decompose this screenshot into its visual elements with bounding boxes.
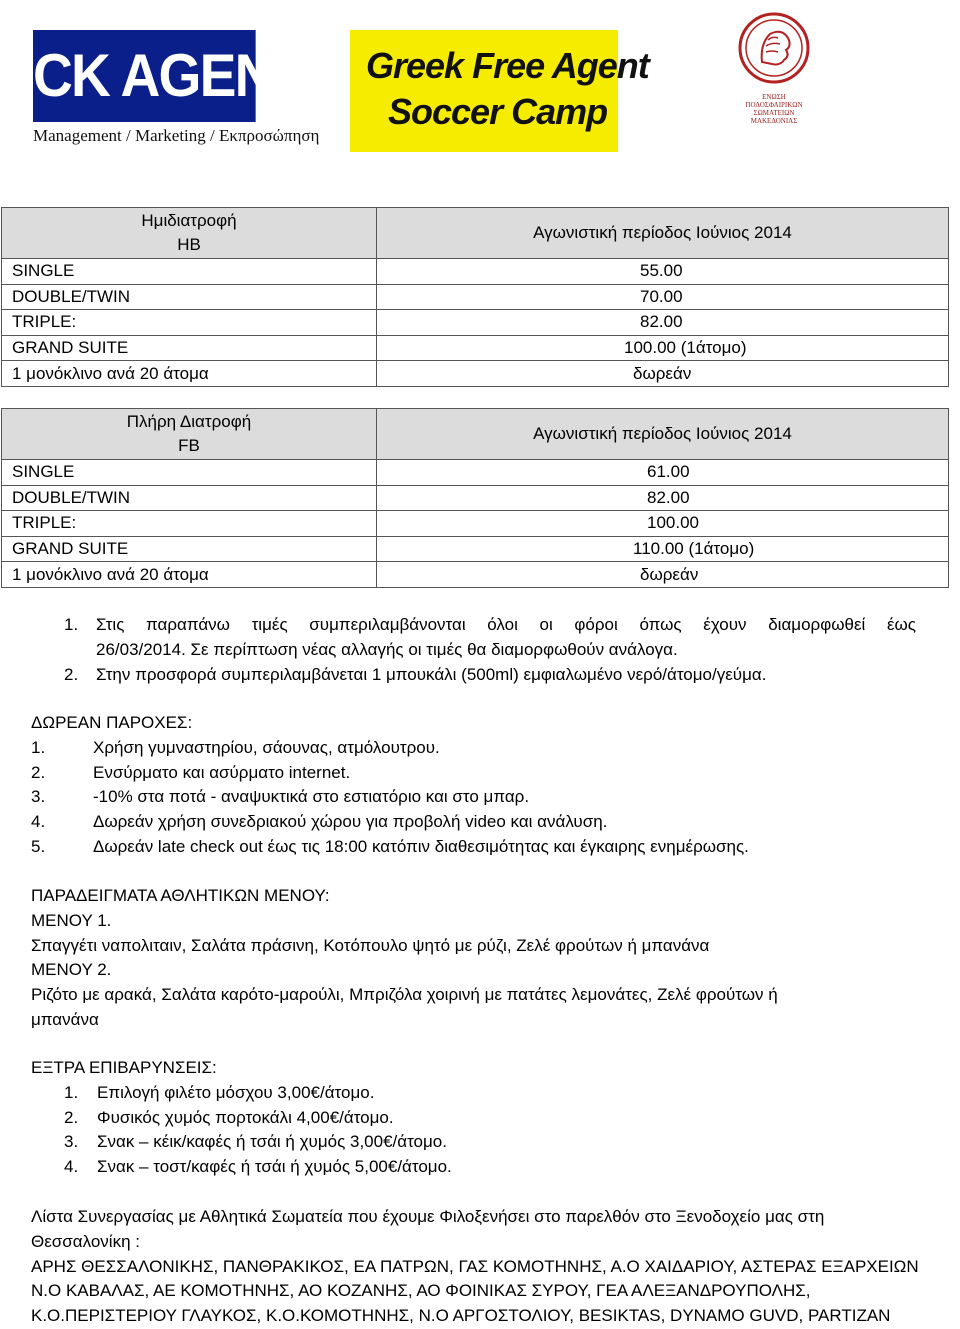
list-text: Δωρεάν χρήση συνεδριακού χώρου για προβολή video και ανάλυση. bbox=[93, 812, 608, 832]
clubs-text-line: Λίστα Συνεργασίας με Αθλητικά Σωματεία που έχουμε Φιλοξενήσει στο παρελθόν στο Ξενοδοχείο μας στη bbox=[31, 1207, 825, 1226]
room-type-cell: DOUBLE/TWIN bbox=[2, 485, 377, 511]
soccer-camp-logo-line1: Greek Free Agent bbox=[366, 45, 649, 86]
half-board-rates-table bbox=[1, 207, 949, 387]
price-cell bbox=[377, 284, 949, 310]
list-item bbox=[31, 810, 931, 835]
table-row bbox=[2, 511, 949, 537]
extra-charges-section bbox=[31, 1056, 931, 1180]
board-type-label: Πλήρη Διατροφή bbox=[126, 412, 252, 431]
list-number: 2. bbox=[64, 1107, 79, 1127]
menu-1-title: ΜΕΝΟΥ 1. bbox=[31, 910, 112, 930]
section-title: ΔΩΡΕΑΝ ΠΑΡΟΧΕΣ: bbox=[31, 713, 193, 732]
price-cell bbox=[377, 259, 949, 285]
price-notes bbox=[64, 613, 916, 687]
list-text: Ενσύρματο και ασύρματο internet. bbox=[93, 762, 351, 782]
list-text: Δωρεάν late check out έως τις 18:00 κατόπιν διαθεσιμότητας και έγκαιρης ενημέρωσης. bbox=[93, 836, 749, 856]
price-cell bbox=[377, 460, 949, 486]
list-item bbox=[31, 1155, 931, 1180]
price-value: 70.00 bbox=[640, 286, 683, 306]
note-number: 2. bbox=[64, 664, 79, 684]
table-row bbox=[2, 485, 949, 511]
board-type-code: HB bbox=[177, 235, 201, 254]
table-header-season: Αγωνιστική περίοδος Ιούνιος 2014 bbox=[377, 208, 949, 259]
federation-emblem bbox=[736, 10, 812, 125]
clubs-text-line: ΑΡΗΣ ΘΕΣΣΑΛΟΝΙΚΗΣ, ΠΑΝΘΡΑΚΙΚΟΣ, ΕΑ ΠΑΤΡΩΝ, ΓΑΣ ΚΟΜΟΤΗΝΗΣ, Α.Ο ΧΑΙΔΑΡΙΟΥ, ΑΣΤΕΡΑΣ ΕΞΑΡΧΕΙΩΝ bbox=[31, 1256, 919, 1276]
soccer-camp-logo bbox=[350, 30, 649, 152]
list-item bbox=[31, 1130, 931, 1155]
menu-2-title: ΜΕΝΟΥ 2. bbox=[31, 960, 112, 980]
room-type-cell: SINGLE bbox=[2, 460, 377, 486]
list-text: Χρήση γυμναστηρίου, σάουνας, ατμόλουτρου. bbox=[93, 737, 440, 757]
section-title: ΠΑΡΑΔΕΙΓΜΑΤΑ ΑΘΛΗΤΙΚΩΝ ΜΕΝΟΥ: bbox=[31, 886, 330, 905]
price-value: 110.00 (1άτομο) bbox=[633, 539, 755, 559]
list-number: 4. bbox=[64, 1157, 79, 1177]
board-type-label: Ημιδιατροφή bbox=[141, 211, 237, 230]
price-value: 82.00 bbox=[647, 487, 690, 507]
price-cell bbox=[377, 335, 949, 361]
board-type-code: FB bbox=[178, 436, 200, 455]
room-type-cell: GRAND SUITE bbox=[2, 335, 377, 361]
soccer-camp-logo-line2: Soccer Camp bbox=[388, 91, 608, 132]
federation-emblem-line: ΜΑΚΕΔΟΝΙΑΣ bbox=[750, 117, 798, 125]
full-board-rates-table bbox=[1, 408, 949, 588]
table-row bbox=[2, 259, 949, 285]
table-row bbox=[2, 361, 949, 387]
price-cell bbox=[377, 511, 949, 537]
list-item bbox=[31, 736, 931, 761]
room-type-cell: GRAND SUITE bbox=[2, 536, 377, 562]
list-text: Φυσικός χυμός πορτοκάλι 4,00€/άτομο. bbox=[97, 1107, 394, 1127]
price-cell bbox=[377, 361, 949, 387]
room-type-cell: TRIPLE: bbox=[2, 511, 377, 537]
price-cell bbox=[377, 536, 949, 562]
table-row bbox=[2, 335, 949, 361]
note-item bbox=[64, 613, 916, 663]
room-type-cell: 1 μονόκλινο ανά 20 άτομα bbox=[2, 562, 377, 588]
price-value: 100.00 bbox=[647, 513, 699, 533]
price-cell bbox=[377, 485, 949, 511]
table-header-row bbox=[2, 208, 949, 259]
list-item bbox=[31, 761, 931, 786]
federation-emblem-icon bbox=[736, 10, 812, 86]
room-type-cell: 1 μονόκλινο ανά 20 άτομα bbox=[2, 361, 377, 387]
ck-agency-logo-title: CK AGENCY bbox=[33, 30, 256, 122]
table-row bbox=[2, 310, 949, 336]
table-header-board-type bbox=[2, 208, 377, 259]
price-cell bbox=[377, 562, 949, 588]
table-row bbox=[2, 536, 949, 562]
list-text: Σνακ – κέικ/καφές ή τσάι ή χυμός 3,00€/άτομο. bbox=[97, 1132, 447, 1152]
room-type-cell: TRIPLE: bbox=[2, 310, 377, 336]
price-value: δωρεάν bbox=[633, 363, 692, 383]
clubs-text-line: Θεσσαλονίκη : bbox=[31, 1231, 140, 1251]
price-value: 82.00 bbox=[640, 312, 683, 332]
note-item bbox=[64, 663, 916, 688]
note-text-line: Στις παραπάνω τιμές συμπεριλαμβάνονται όλοι οι φόροι όπως έχουν διαμορφωθεί έως bbox=[96, 615, 916, 634]
federation-emblem-line: ΣΩΜΑΤΕΙΩΝ bbox=[753, 109, 795, 117]
table-row bbox=[2, 284, 949, 310]
list-number: 4. bbox=[31, 812, 46, 832]
list-text: -10% στα ποτά - αναψυκτικά στο εστιατόριο και στο μπαρ. bbox=[93, 787, 530, 807]
menu-2-text-line: μπανάνα bbox=[31, 1009, 99, 1029]
menu-2-text-line: Ριζότο με αρακά, Σαλάτα καρότο-μαρούλι, Μπριζόλα χοιρινή με πατάτες λεμονάτες, Ζελέ φρούτων ή bbox=[31, 985, 778, 1005]
list-item bbox=[31, 1081, 931, 1106]
table-header-board-type bbox=[2, 409, 377, 460]
federation-emblem-line: ΕΝΩΣΗ bbox=[762, 93, 786, 101]
table-header-row bbox=[2, 409, 949, 460]
sample-menus-section bbox=[31, 884, 931, 1033]
price-value: 55.00 bbox=[640, 261, 683, 281]
list-text: Σνακ – τοστ/καφές ή τσάι ή χυμός 5,00€/άτομο. bbox=[97, 1157, 452, 1177]
ck-agency-logo bbox=[33, 30, 346, 152]
clubs-text-line: Ν.Ο ΚΑΒΑΛΑΣ, ΑΕ ΚΟΜΟΤΗΝΗΣ, ΑΟ ΚΟΖΑΝΗΣ, ΑΟ ΦΟΙΝΙΚΑΣ ΣΥΡΟΥ, ΓΕΑ ΑΛΕΞΑΝΔΡΟΥΠΟΛΗΣ, bbox=[31, 1281, 811, 1301]
list-item bbox=[31, 835, 931, 860]
list-number: 2. bbox=[31, 762, 46, 782]
table-header-season: Αγωνιστική περίοδος Ιούνιος 2014 bbox=[377, 409, 949, 460]
note-text-line: 26/03/2014. Σε περίπτωση νέας αλλαγής οι τιμές θα διαμορφωθούν ανάλογα. bbox=[96, 639, 678, 659]
room-type-cell: DOUBLE/TWIN bbox=[2, 284, 377, 310]
note-text: Στην προσφορά συμπεριλαμβάνεται 1 μπουκάλι (500ml) εμφιαλωμένο νερό/άτομο/γεύμα. bbox=[96, 664, 767, 684]
list-number: 1. bbox=[64, 1082, 79, 1102]
menu-1-text: Σπαγγέτι ναπολιταιν, Σαλάτα πράσινη, Κοτόπουλο ψητό με ρύζι, Ζελέ φρούτων ή μπανάνα bbox=[31, 935, 710, 955]
list-text: Επιλογή φιλέτο μόσχου 3,00€/άτομο. bbox=[97, 1082, 375, 1102]
list-number: 3. bbox=[64, 1132, 79, 1152]
clubs-text-line: Κ.Ο.ΠΕΡΙΣΤΕΡΙΟΥ ΓΛΑΥΚΟΣ, Κ.Ο.ΚΟΜΟΤΗΝΗΣ, Ν.Ο ΑΡΓΟΣΤΟΛΙΟΥ, BESIKTAS, DYNAMO GUVD, PARTIZAN bbox=[31, 1306, 891, 1326]
ck-agency-logo-subtitle: Management / Marketing / Εκπροσώπηση bbox=[33, 126, 320, 145]
federation-emblem-line: ΠΟΔΟΣΦΑΙΡΙΚΩΝ bbox=[745, 101, 803, 109]
section-title: ΕΞΤΡΑ ΕΠΙΒΑΡΥΝΣΕΙΣ: bbox=[31, 1058, 217, 1077]
price-value: 61.00 bbox=[647, 462, 690, 482]
note-number: 1. bbox=[64, 615, 79, 634]
room-type-cell: SINGLE bbox=[2, 259, 377, 285]
list-number: 3. bbox=[31, 787, 46, 807]
price-value: 100.00 (1άτομο) bbox=[624, 338, 747, 358]
list-number: 5. bbox=[31, 836, 46, 856]
list-item bbox=[31, 1106, 931, 1131]
price-value: δωρεάν bbox=[640, 564, 699, 584]
table-row bbox=[2, 562, 949, 588]
price-cell bbox=[377, 310, 949, 336]
list-item bbox=[31, 785, 931, 810]
clubs-list-section bbox=[31, 1205, 931, 1329]
free-services-section bbox=[31, 711, 931, 860]
list-number: 1. bbox=[31, 737, 46, 757]
table-row bbox=[2, 460, 949, 486]
